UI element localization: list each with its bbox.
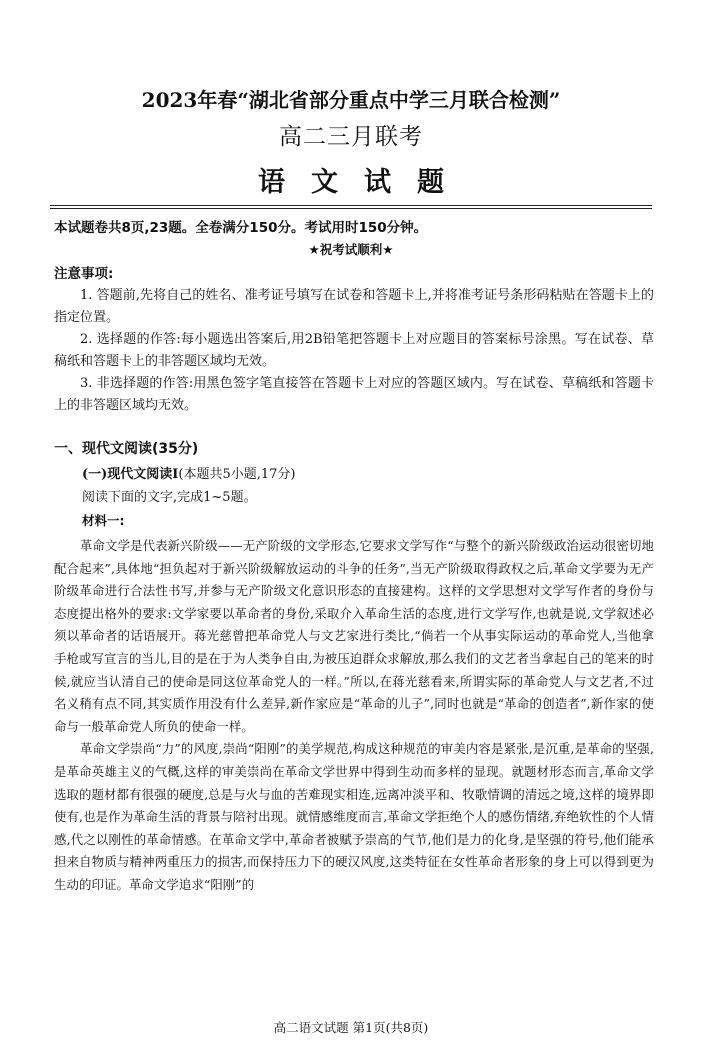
exam-subject-title: 语文试题 <box>258 167 470 198</box>
section-title: 一、现代文阅读(35分) <box>54 441 199 457</box>
passage-paragraph: 革命文学崇尚“力”的风度,崇尚“阳刚”的美学规范,构成这种规范的审美内容是紧张,是沉重,是革命的坚强,是革命英雄主义的气概,这样的审美崇尚在革命文学世界中得到生动而多样的显现。就题材形态而言,革命文学选取的题材都有很强的硬度,总是与火与血的苦难现实相连,远离冲淡平和、牧歌情调的清远之境,这样的境界即使有,也是作为革命生活的背景与陪衬出现。就情感维度而言,革命文学拒绝个人的感伤情绪,弃绝软性的个人情感,代之以刚性的革命情感。在革命文学中,革命者被赋予崇高的气节,他们是力的化身,是坚强的符号,他们能承担来自物质与精神两重压力的损害,而保持压力下的硬汉风度,这类特征在女性革命者形象的身上可以得到更为生动的印证。革命文学追求“阳刚”的 <box>54 741 654 892</box>
passage-body <box>54 535 654 897</box>
page-footer: 高二语文试题 第1页(共8页) <box>273 1020 429 1035</box>
notice-item: 1. 答题前,先将自己的姓名、准考证号填写在试卷和答题卡上,并将准考证号条形码粘贴在答题卡上的指定位置。 <box>54 288 654 325</box>
passage-paragraph: 革命文学是代表新兴阶级——无产阶级的文学形态,它要求文学写作“与整个的新兴阶级政治运动很密切地配合起来”,具体地“担负起对于新兴阶级解放运动的斗争的任务”,当无产阶级取得政权之后,革命文学要为无产阶级革命进行合法性书写,并参与无产阶级文化意识形态的直接建构。这样的文学思想对文学写作者的身份与态度提出格外的要求:文学家要以革命者的身份,采取介入革命生活的态度,进行文学写作,也就是说,文学叙述必须以革命者的话语展开。蒋光慈曾把革命党人与文艺家进行类比,“倘若一个从事实际运动的革命党人,当他拿手枪或写宣言的当儿,目的是在于为人类争自由,为被压迫群众求解放,那么我们的文艺者当拿起自己的笔来的时候,就应当认清自己的使命是同这位革命党人的一样。”所以,在蒋光慈看来,所谓实际的革命党人与文艺者,不过名义稍有点不同,其实质作用没有什么差异,新作家应是“革命的儿子”,同时也就是“革命的创造者”,新作家的使命与一般革命党人所负的使命一样。 <box>54 538 654 734</box>
notice-title: 注意事项: <box>54 266 114 282</box>
subsection-title <box>82 463 654 486</box>
material-label: 材料一: <box>82 513 125 528</box>
notice-item: 2. 选择题的作答:每小题选出答案后,用2B铅笔把答题卡上对应题目的答案标号涂黑。写在试卷、草稿纸和答题卡上的非答题区域均无效。 <box>54 332 654 369</box>
good-luck-line: ★祝考试顺利★ <box>308 242 394 257</box>
header-divider-top <box>50 205 652 206</box>
subsection-note: (本题共5小题,17分) <box>178 467 296 482</box>
exam-intro: 本试题卷共8页,23题。全卷满分150分。考试用时150分钟。 <box>54 220 428 236</box>
notice-item: 3. 非选择题的作答:用黑色签字笔直接答在答题卡上对应的答题区域内。写在试卷、草稿纸和答题卡上的非答题区域均无效。 <box>54 376 654 413</box>
subsection-name: (一)现代文阅读Ⅰ <box>82 467 179 482</box>
exam-title-line1: 2023年春“湖北省部分重点中学三月联合检测” <box>141 88 561 112</box>
header-divider-bottom <box>50 208 652 209</box>
reading-instruction: 阅读下面的文字,完成1~5题。 <box>82 490 257 505</box>
subsection-header <box>82 463 654 532</box>
notice-list <box>54 285 654 417</box>
exam-title-line2: 高二三月联考 <box>279 124 423 150</box>
